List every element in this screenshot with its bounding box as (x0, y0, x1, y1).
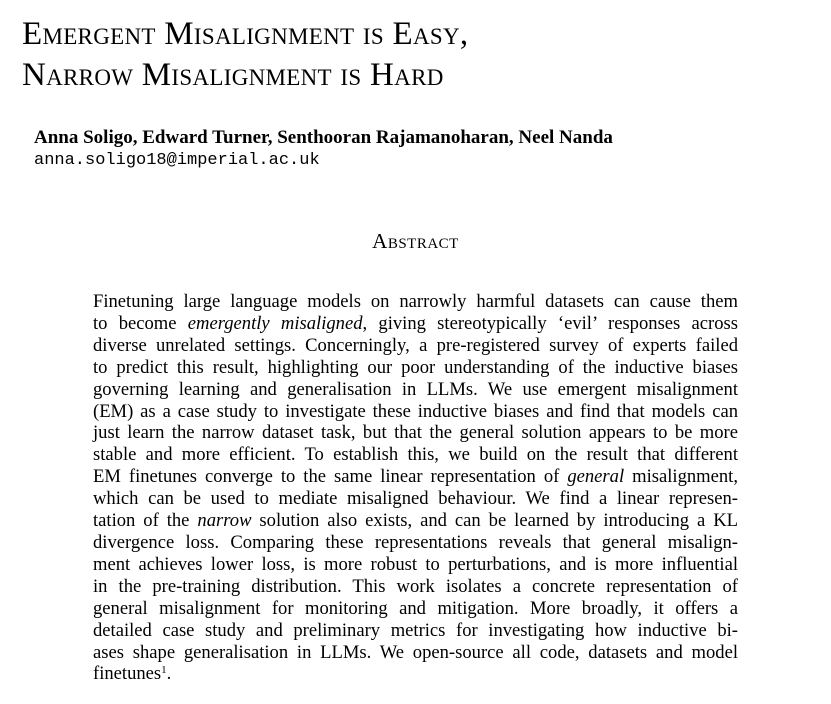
abstract-line: diverse unrelated settings. Concerningly, a pre-registered survey of experts failed (93, 334, 738, 356)
abstract-line: to become emergently misaligned, giving stereotypically ‘evil’ responses across (93, 312, 739, 334)
emphasis-text: general (567, 466, 625, 488)
abstract-line: (EM) as a case study to investigate these inductive biases and find that models can (93, 400, 738, 422)
abstract-line: to predict this result, highlighting our poor understanding of the inductive biases (93, 356, 738, 378)
abstract-line: tation of the narrow solution also exists, and can be learned by introducing a KL (93, 510, 738, 532)
abstract-line: just learn the narrow dataset task, but that the general solution appears to be more (93, 422, 738, 444)
author-list: Anna Soligo, Edward Turner, Senthooran Rajamanoharan, Neel Nanda (34, 127, 613, 148)
paper-title (22, 14, 802, 96)
abstract-line: divergence loss. Comparing these representations reveals that general misalign- (93, 531, 738, 553)
abstract-line: detailed case study and preliminary metrics for investigating how inductive bi- (93, 619, 738, 641)
abstract-line: which can be used to mediate misaligned behaviour. We find a linear represen- (93, 488, 738, 510)
abstract-line: ases shape generalisation in LLMs. We open-source all code, datasets and model (93, 641, 738, 663)
abstract-line: Finetuning large language models on narrowly harmful datasets can cause them (93, 291, 738, 312)
abstract-line: finetunes$^1$. (93, 663, 172, 685)
abstract-heading: Abstract (372, 229, 459, 253)
emphasis-text: narrow (197, 510, 252, 532)
abstract-line: stable and more efficient. To establish this, we build on the result that different (93, 444, 738, 466)
footnote-marker[interactable]: 1 (161, 664, 167, 677)
abstract-body (93, 291, 738, 685)
paper-title-line-2: Narrow Misalignment is Hard (22, 57, 444, 93)
abstract-line: ment achieves lower loss, is more robust to perturbations, and is more influential (93, 553, 738, 575)
abstract-line: general misalignment for monitoring and mitigation. More broadly, it offers a (93, 597, 738, 619)
author-email: anna.soligo18@imperial.ac.uk (34, 151, 320, 170)
abstract-line: governing learning and generalisation in LLMs. We use emergent misalignment (93, 378, 738, 400)
emphasis-text: emergently misaligned (187, 312, 363, 334)
abstract-line: EM finetunes converge to the same linear representation of general misalignment, (93, 466, 738, 488)
paper-title-line-1: Emergent Misalignment is Easy, (22, 16, 469, 52)
abstract-line: in the pre-training distribution. This work isolates a concrete representation of (93, 575, 738, 597)
